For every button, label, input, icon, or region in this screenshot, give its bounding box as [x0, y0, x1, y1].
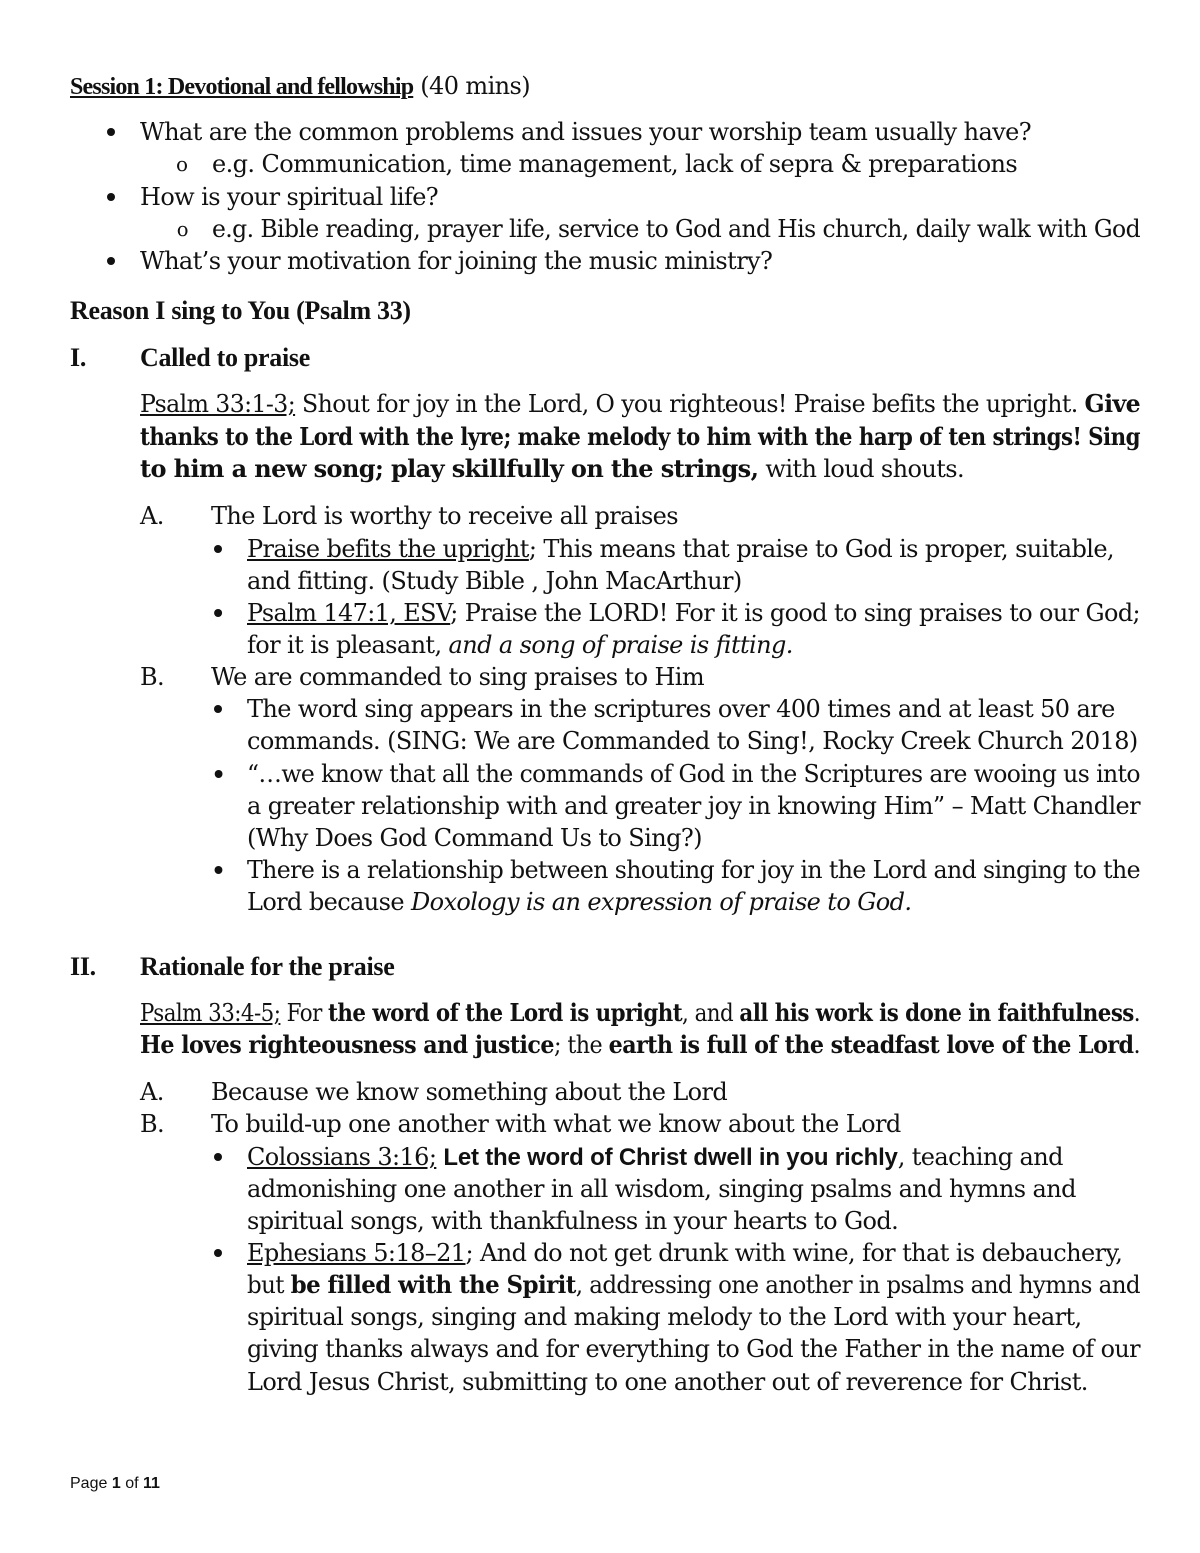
verse-bold-text: Give: [1084, 389, 1141, 418]
bullet-text: spiritual songs, singing and making melody to the Lord with your heart,: [247, 1303, 1082, 1331]
section-1-numeral: I.: [70, 343, 87, 372]
scripture-reference: Ephesians 5:18–21: [247, 1239, 466, 1267]
subpoint-letter: A.: [140, 502, 164, 530]
scripture-reference: Psalm 147:1, ESV: [247, 599, 451, 627]
verse-bold-text: be filled with the Spirit: [290, 1270, 576, 1299]
bullet-item: There is a relationship between shouting for joy in the Lord and singing to the: [247, 856, 1140, 884]
section-2-numeral: II.: [70, 952, 96, 981]
bullet-text: , addressing one another in psalms and hymns and: [575, 1271, 1141, 1299]
page-current: 1: [111, 1475, 121, 1492]
bullet-text: (Why Does God Command Us to Sing?): [247, 824, 702, 852]
bullet-text: ; And do not get drunk with wine, for that is debauchery,: [465, 1239, 1123, 1267]
verse-text: .: [1133, 999, 1141, 1027]
section-1-title: Called to praise: [140, 343, 310, 372]
subpoint-text: The Lord is worthy to receive all praises: [211, 502, 678, 530]
subpoint-letter: A.: [140, 1078, 164, 1106]
bullet-item: [247, 1141, 1063, 1174]
scripture-reference: Colossians 3:16;: [247, 1143, 437, 1171]
bullet-item: [247, 1237, 1122, 1269]
psalm-33-4-5-line2: [140, 1029, 1140, 1061]
page-label: Page: [70, 1475, 108, 1492]
verse-bold-text: Let the word of Christ dwell in you richly: [443, 1144, 898, 1171]
bullet-text: but: [247, 1271, 284, 1299]
question-item: What are the common problems and issues your worship team usually have?: [140, 118, 1031, 146]
bullet-item: The word sing appears in the scriptures over 400 times and at least 50 are: [247, 695, 1115, 723]
scripture-reference: Psalm 33:1-3;: [140, 390, 296, 418]
scripture-reference: Praise befits the upright: [247, 535, 529, 563]
verse-text: Shout for joy in the Lord, O you righteous! Praise befits the upright.: [302, 390, 1078, 418]
bullet-text: spiritual songs, with thankfulness in your hearts to God.: [247, 1207, 899, 1235]
verse-text: For: [286, 999, 322, 1027]
psalm-33-4-5-line1: [140, 997, 1140, 1029]
subpoint-text: We are commanded to sing praises to Him: [211, 663, 705, 691]
verse-text: with loud shouts.: [765, 455, 964, 483]
page-of-label: of: [125, 1475, 139, 1492]
bullet-text-line: [247, 629, 793, 661]
bullet-item: [247, 533, 1114, 565]
bullet-italic-text: and a song of praise is fitting.: [448, 631, 793, 659]
main-heading: Reason I sing to You (Psalm 33): [70, 296, 411, 325]
bullet-text: commands. (SING: We are Commanded to Sing!, Rocky Creek Church 2018): [247, 727, 1138, 755]
question-item: What’s your motivation for joining the music ministry?: [140, 247, 773, 275]
subpoint-letter: B.: [140, 1110, 165, 1138]
bullet-text: Lord Jesus Christ, submitting to one another out of reverence for Christ.: [247, 1368, 1088, 1396]
verse-bold-text: all his work is done in faithfulness: [739, 998, 1134, 1027]
bullet-text: ; This means that praise to God is proper, suitable,: [528, 535, 1114, 563]
bullet-item: “…we know that all the commands of God in the Scriptures are wooing us into: [247, 760, 1140, 788]
session-heading: [70, 70, 530, 104]
question-example: o e.g. Communication, time management, lack of sepra & preparations: [212, 148, 1017, 180]
question-item: How is your spiritual life?: [140, 183, 439, 211]
subpoint-text: Because we know something about the Lord: [211, 1078, 728, 1106]
section-2-title: Rationale for the praise: [140, 952, 395, 981]
bullet-item: [247, 597, 1140, 629]
verse-bold-text: the word of the Lord is upright: [328, 998, 683, 1027]
verse-bold-text: earth is full of the steadfast love of the Lord: [608, 1030, 1134, 1059]
bullet-text-line: [247, 1269, 1140, 1301]
bullet-text: a greater relationship with and greater joy in knowing Him” – Matt Chandler: [247, 792, 1141, 820]
bullet-italic-text: Doxology is an expression of praise to God.: [410, 888, 912, 916]
verse-bold-text: to him a new song; play skillfully on the strings,: [140, 454, 759, 483]
question-example: o e.g. Bible reading, prayer life, service to God and His church, daily walk with God: [212, 213, 1140, 245]
subpoint-letter: B.: [140, 663, 165, 691]
page-total: 11: [142, 1475, 160, 1492]
verse-text: ; the: [553, 1031, 603, 1059]
verse-bold-text: thanks to the Lord with the lyre; make melody to him with the harp of ten strings! Sing: [140, 422, 1140, 451]
bullet-text: Lord because: [247, 888, 404, 916]
subpoint-text: To build-up one another with what we know about the Lord: [211, 1110, 901, 1138]
page-footer: [70, 1474, 160, 1494]
bullet-text: , teaching and: [897, 1143, 1063, 1171]
bullet-text: and fitting. (Study Bible , John MacArthur): [247, 567, 742, 595]
bullet-text: admonishing one another in all wisdom, singing psalms and hymns and: [247, 1175, 1076, 1203]
verse-text: , and: [682, 999, 734, 1027]
psalm-33-1-3-line1: [140, 388, 1140, 420]
psalm-33-1-3-line3: [140, 453, 964, 485]
scripture-reference: Psalm 33:4-5;: [140, 999, 281, 1027]
verse-text: .: [1133, 1031, 1140, 1059]
verse-bold-text: He loves righteousness and justice: [140, 1030, 554, 1059]
session-duration: (40 mins): [420, 72, 530, 100]
bullet-text: for it is pleasant,: [247, 631, 442, 659]
bullet-text: giving thanks always and for everything to God the Father in the name of our: [247, 1335, 1140, 1363]
session-title: Session 1: Devotional and fellowship: [70, 74, 414, 100]
bullet-text: ; Praise the LORD! For it is good to sing praises to our God;: [450, 599, 1141, 627]
bullet-text-line: [247, 886, 911, 918]
